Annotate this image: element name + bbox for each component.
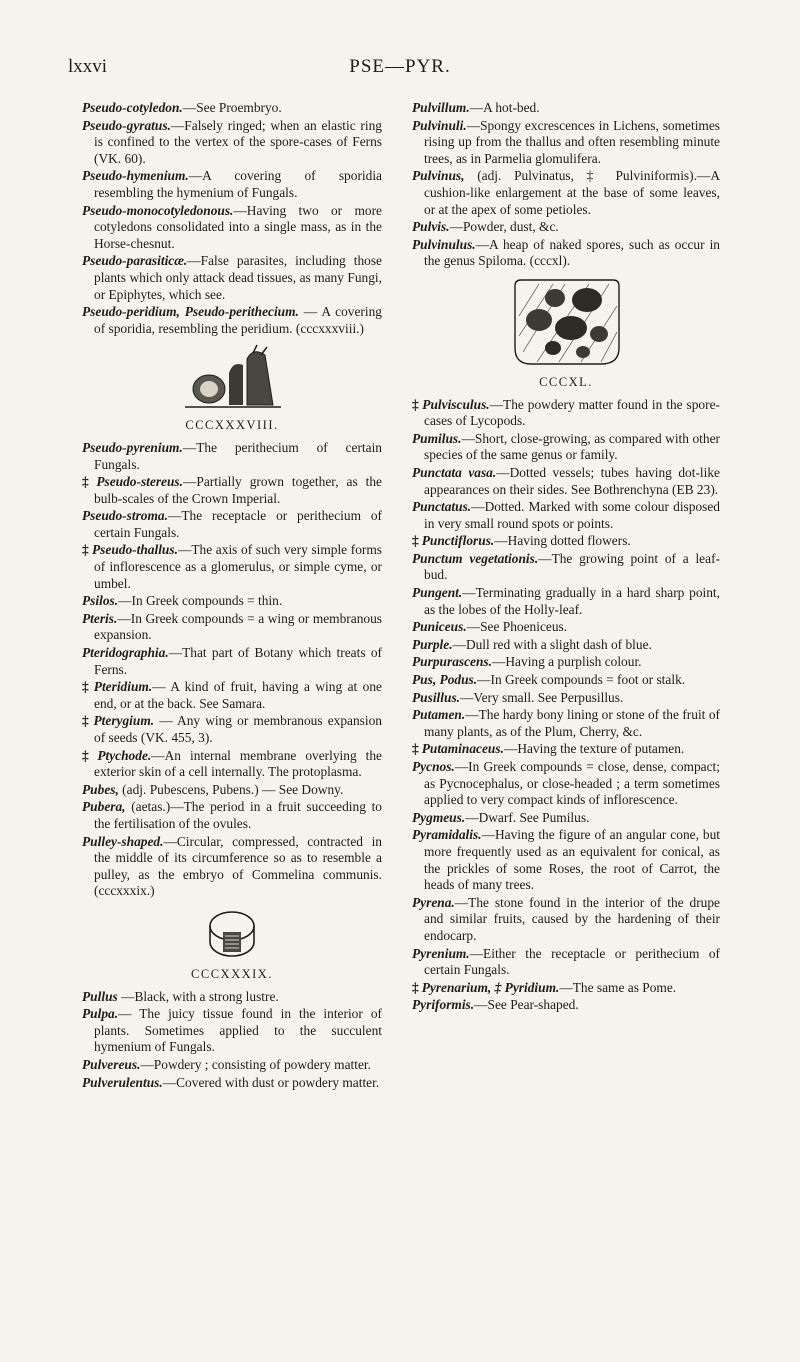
entry-definition: —Spongy excrescences in Lichens, sometimes rising up from the thallus and often resembling minute trees, as in Parmelia glomulifera.: [424, 117, 720, 166]
entry-definition: —An internal membrane overlying the exterior skin of a cell internally. The protoplasma.: [94, 747, 382, 780]
entry-definition: —Powder, dust, &c.: [449, 219, 559, 235]
entry-definition: —The growing point of a leaf-bud.: [424, 550, 720, 583]
entry-definition: —The axis of such very simple forms of inflorescence as a glomerulus, or simple cyme, or umbel.: [94, 542, 382, 591]
entry-definition: —The perithecium of certain Fungals.: [94, 439, 382, 472]
entry-term: Puniceus.: [412, 619, 467, 635]
glossary-entry: [412, 895, 720, 945]
glossary-entry: [412, 100, 720, 117]
entry-definition: —See Pear-shaped.: [474, 997, 579, 1013]
entry-definition: —The hardy bony lining or stone of the fruit of many plants, as of the Plum, Cherry, &c.: [424, 707, 720, 739]
glossary-entry: [82, 799, 382, 832]
figure-caption: CCCXL.: [539, 374, 593, 389]
entry-definition: —Partially grown together, as the bulb-scales of the Crown Imperial.: [94, 474, 382, 506]
entry-term: Pseudo-cotyledon.: [82, 100, 183, 115]
glossary-entry: [412, 533, 720, 550]
entry-term: Pyriformis.: [412, 997, 475, 1013]
page-number: lxxvi: [68, 56, 108, 77]
entry-definition: —Having dotted flowers.: [494, 533, 631, 549]
entry-term: Pus, Podus.: [412, 672, 478, 688]
double-dagger-mark: ‡: [82, 542, 89, 558]
glossary-entry: [82, 1006, 382, 1056]
entry-term: Putamen.: [412, 707, 466, 723]
glossary-entry: [412, 690, 720, 707]
entry-term: Pseudo-parasiticæ.: [82, 253, 188, 269]
glossary-entry: [82, 100, 382, 117]
glossary-entry: [82, 593, 382, 610]
entry-definition: —Dwarf. See Pumilus.: [465, 809, 590, 825]
entry-definition: — A covering of sporidia, resembling the peridium. (cccxxxviii.): [94, 304, 382, 336]
entry-definition: —False parasites, including those plants which only attack dead tissues, as many Fungi, or Epiphytes, which see.: [94, 253, 382, 302]
entry-term: Pullus: [82, 988, 118, 1004]
glossary-entry: [412, 499, 720, 532]
entry-definition: —See Proembryo.: [182, 100, 282, 115]
glossary-entry: [82, 203, 382, 253]
entry-definition: —The powdery matter found in the spore-cases of Lycopods.: [424, 396, 720, 429]
double-dagger-mark: ‡: [82, 713, 91, 729]
double-dagger-mark: ‡: [82, 679, 91, 695]
entry-definition: —In Greek compounds = thin.: [118, 593, 283, 609]
entry-definition: —Dotted vessels; tubes having dot-like appearances on their sides. See Bothrenchyna (EB 23).: [424, 464, 721, 497]
glossary-entry: [82, 1075, 382, 1092]
entry-definition: —The receptacle or perithecium of certain Fungals.: [94, 508, 382, 540]
glossary-entry: [412, 707, 720, 740]
glossary-entry: [82, 748, 382, 781]
entry-term: Psilos.: [82, 593, 119, 609]
glossary-entry: [412, 741, 720, 758]
glossary-entry: [82, 645, 382, 678]
entry-term: Pteris.: [82, 610, 118, 626]
entry-definition: —Having the texture of putamen.: [503, 741, 685, 757]
entry-term: Pseudo-pyrenium.: [82, 439, 183, 455]
entry-term: Pubera,: [82, 799, 126, 815]
figure-cccxxxviii: [82, 343, 382, 434]
glossary-entry: [412, 672, 720, 689]
entry-term: Punctata vasa.: [412, 464, 497, 480]
entry-definition: —In Greek compounds = a wing or membranous expansion.: [94, 610, 382, 643]
right-column: [412, 100, 720, 1015]
glossary-entry: [412, 237, 720, 270]
glossary-entry: [82, 253, 382, 303]
glossary-entry: [82, 542, 382, 592]
glossary-entry: [82, 118, 382, 168]
entry-definition: —Having the figure of an angular cone, but more frequently used as an equivalent for conical, as the prickles of some Roses, the root of Carrot, the heads of many trees.: [424, 827, 720, 893]
entry-term: Pseudo-hymenium.: [82, 168, 189, 184]
figure-caption: CCCXXXIX.: [191, 966, 273, 981]
pulley-shaped-embryo-illustration: [197, 906, 267, 962]
glossary-entry: [82, 611, 382, 644]
glossary-entry: [412, 997, 720, 1014]
entry-definition: (adj. Pubescens, Pubens.) — See Downy.: [118, 781, 344, 797]
glossary-entry: [82, 440, 382, 473]
entry-term: Pteridium.: [93, 679, 153, 695]
entry-term: Pungent.: [412, 585, 463, 601]
entry-term: Pseudo-monocotyledonous.: [82, 202, 234, 218]
entry-term: Pulvillum.: [412, 100, 470, 115]
glossary-entry: [412, 654, 720, 671]
entry-term: Pseudo-gyratus.: [82, 117, 171, 133]
entry-term: Pycnos.: [412, 759, 455, 774]
page-header: [0, 56, 800, 86]
entry-definition: —Terminating gradually in a hard sharp point, as the lobes of the Holly-leaf.: [424, 585, 720, 617]
entry-term: Pulvinulus.: [412, 236, 476, 252]
entry-term: Pulverulentus.: [82, 1074, 163, 1090]
entry-definition: —The same as Pome.: [559, 979, 677, 995]
entry-definition: —Powdery ; consisting of powdery matter.: [140, 1056, 371, 1072]
glossary-entry: [412, 118, 720, 168]
entry-term: Purple.: [412, 636, 453, 652]
entry-term: Pterygium.: [93, 713, 155, 729]
entry-term: Pulvis.: [412, 219, 450, 235]
glossary-entry: [82, 168, 382, 201]
entry-term: Pseudo-thallus.: [92, 542, 178, 558]
glossary-entry: [82, 782, 382, 799]
entry-term: Pygmeus.: [412, 809, 466, 825]
glossary-entry: [412, 619, 720, 636]
glossary-entry: [412, 168, 720, 218]
entry-term: Ptychode.: [97, 747, 152, 763]
glossary-entry: [82, 474, 382, 507]
entry-term: Punctum vegetationis.: [412, 550, 539, 566]
entry-term: Punctiflorus.: [421, 533, 495, 549]
entry-definition: —A heap of naked spores, such as occur in the genus Spiloma. (cccxl).: [424, 236, 720, 269]
spiloma-spores-illustration: [509, 276, 623, 370]
glossary-entry: [82, 834, 382, 900]
double-dagger-mark: ‡: [412, 741, 419, 757]
entry-term: Pulvinus,: [412, 168, 465, 184]
entry-term: Pyrena.: [412, 894, 455, 910]
entry-term: Pulvisculus.: [422, 396, 490, 412]
entry-definition: —Black, with a strong lustre.: [117, 988, 279, 1004]
entry-definition: —In Greek compounds = close, dense, compact; as Pycnocephalus, or close-headed ; a term sometimes applied to very compact kinds of inflorescence.: [424, 759, 720, 808]
entry-term: Pumilus.: [412, 430, 462, 446]
entry-definition: —A hot-bed.: [469, 100, 540, 115]
entry-definition: —A covering of sporidia resembling the hymenium of Fungals.: [94, 168, 382, 200]
entry-term: Pyrenium.: [412, 945, 470, 961]
glossary-entry: [412, 585, 720, 618]
entry-term: Pyrenarium, ‡ Pyridium.: [421, 979, 560, 995]
glossary-entry: [82, 989, 382, 1006]
figure-caption: CCCXXXVIII.: [185, 418, 279, 433]
entry-definition: —In Greek compounds = foot or stalk.: [477, 672, 686, 688]
glossary-entry: [412, 759, 720, 809]
double-dagger-mark: ‡: [82, 747, 95, 763]
entry-definition: —The stone found in the interior of the drupe and similar fruits, caused by the hardening of their endocarp.: [424, 894, 720, 943]
glossary-entry: [412, 397, 720, 430]
entry-definition: —Short, close-growing, as compared with other species of the same genus or family.: [424, 430, 720, 463]
entry-term: Pusillus.: [412, 689, 461, 705]
entry-definition: (adj. Pulvinatus, ‡ Pulviniformis).—A cushion-like enlargement at the base of some leaves, or at the apex of some petioles.: [424, 168, 720, 217]
entry-term: Pubes,: [82, 781, 119, 797]
glossary-entry: [412, 980, 720, 997]
running-head: PSE—PYR.: [349, 56, 451, 77]
double-dagger-mark: ‡: [82, 474, 94, 490]
double-dagger-mark: ‡: [412, 533, 419, 549]
entry-term: Pulley-shaped.: [82, 833, 164, 849]
entry-definition: —Circular, compressed, contracted in the middle of its circumference so as to resemble a pulley, as the embryo of Commelina communis. (cccxxxix.): [94, 833, 382, 899]
entry-definition: —Falsely ringed; when an elastic ring is confined to the vertex of the spore-cases of Ferns (VK. 60).: [94, 117, 382, 166]
entry-definition: —That part of Botany which treats of Ferns.: [94, 645, 382, 677]
glossary-entry: [82, 508, 382, 541]
entry-definition: — The juicy tissue found in the interior of plants. Sometimes applied to the succulent hymenium of Fungals.: [94, 1006, 382, 1055]
glossary-entry: [82, 713, 382, 746]
glossary-entry: [412, 637, 720, 654]
glossary-entry: [412, 431, 720, 464]
entry-definition: —Very small. See Perpusillus.: [460, 689, 624, 705]
glossary-entry: [82, 1057, 382, 1074]
entry-term: Putaminaceus.: [421, 741, 504, 757]
figure-cccxl: [412, 276, 720, 391]
figure-cccxxxix: [82, 906, 382, 983]
entry-definition: —Dull red with a slight dash of blue.: [452, 636, 652, 652]
entry-term: Pseudo-stroma.: [82, 508, 168, 524]
glossary-entry: [82, 679, 382, 712]
glossary-entry: [412, 827, 720, 893]
entry-definition: —Covered with dust or powdery matter.: [162, 1074, 380, 1090]
entry-definition: —Dotted. Marked with some colour disposed in very small round spots or points.: [424, 499, 720, 531]
glossary-entry: [412, 810, 720, 827]
entry-definition: —See Phoeniceus.: [466, 619, 568, 635]
entry-term: Pseudo-peridium, Pseudo-perithecium.: [82, 304, 299, 320]
entry-term: Punctatus.: [412, 499, 472, 515]
glossary-entry: [412, 551, 720, 584]
entry-term: Pulvinuli.: [412, 117, 467, 133]
pseudo-peridium-illustration: [177, 343, 287, 413]
entry-definition: —Having two or more cotyledons consolidated into a single mass, as in the Horse-chesnut.: [94, 202, 382, 251]
entry-definition: — A kind of fruit, having a wing at one end, or at the back. See Samara.: [94, 679, 382, 711]
glossary-entry: [412, 219, 720, 236]
glossary-entry: [412, 946, 720, 979]
entry-definition: —Having a purplish colour.: [492, 654, 642, 670]
entry-definition: (aetas.)—The period in a fruit succeeding to the fertilisation of the ovules.: [94, 799, 382, 831]
entry-term: Pulvereus.: [82, 1056, 141, 1072]
glossary-entry: [412, 465, 720, 498]
double-dagger-mark: ‡: [412, 979, 419, 995]
double-dagger-mark: ‡: [412, 396, 420, 412]
entry-term: Pyramidalis.: [412, 827, 482, 843]
entry-term: Purpurascens.: [412, 654, 492, 670]
entry-definition: — Any wing or membranous expansion of seeds (VK. 455, 3).: [94, 713, 382, 745]
entry-definition: —Either the receptacle or perithecium of certain Fungals.: [424, 945, 720, 978]
left-column: [82, 100, 382, 1092]
entry-term: Pulpa.: [82, 1006, 119, 1022]
entry-term: Pseudo-stereus.: [96, 474, 183, 490]
glossary-entry: [82, 304, 382, 337]
entry-term: Pteridographia.: [82, 645, 169, 661]
